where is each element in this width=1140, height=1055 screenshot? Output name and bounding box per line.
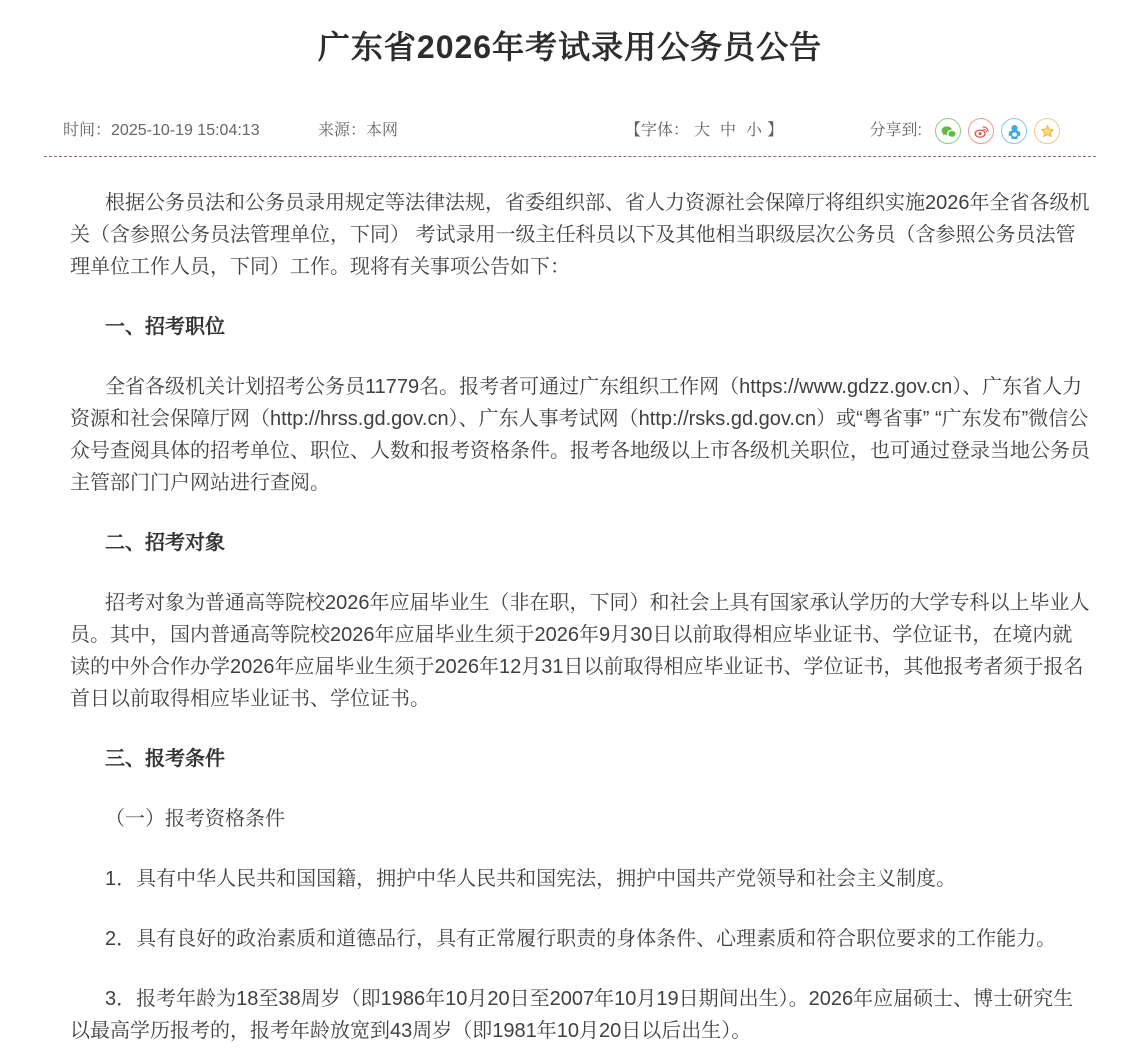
article-subheading: （一）报考资格条件: [105, 808, 285, 830]
share-label: 分享到:: [869, 122, 922, 139]
article-list-item-1: 1．具有中华人民共和国国籍，拥护中华人民共和国宪法，拥护中国共产党领导和社会主义制度。: [105, 868, 957, 890]
share-weibo-button[interactable]: [968, 118, 994, 144]
meta-bar: [0, 118, 1140, 144]
article-body: [0, 157, 1140, 1047]
font-size-small-button[interactable]: 小: [746, 122, 763, 139]
article-paragraph: 全省各级机关计划招考公务员11779名。报考者可通过广东组织工作网（https://www.gdzz.gov.cn）、广东省人力资源和社会保障厅网（http://hrss.gd.gov.cn）、广东人事考试网（http://rsks.gd.gov.cn）或“粤省事” “广东发布”微信公众号查阅具体的招考单位、职位、人数和报考资格条件。报考各地级以上市各级机关职位，也可通过登录当地公务员主管部门门户网站进行查阅。: [70, 376, 1090, 494]
section-heading-1: 一、招考职位: [105, 316, 225, 338]
font-control-suffix: 】: [767, 122, 784, 139]
publish-time: [63, 118, 260, 144]
share-bar: [870, 118, 1060, 144]
article-list-item-2: 2．具有良好的政治素质和道德品行，具有正常履行职责的身体条件、心理素质和符合职位要求的工作能力。: [105, 928, 1057, 950]
share-qzone-button[interactable]: [1034, 118, 1060, 144]
qzone-star-icon: [1039, 123, 1056, 140]
share-wechat-button[interactable]: [935, 118, 961, 144]
article-list-item-3: 3．报考年龄为18至38周岁（即1986年10月20日至2007年10月19日期间出生）。2026年应届硕士、博士研究生以最高学历报考的，报考年龄放宽到43周岁（即1981年10月20日以后出生）。: [70, 988, 1074, 1042]
article-paragraph: 根据公务员法和公务员录用规定等法律法规，省委组织部、省人力资源社会保障厅将组织实施2026年全省各级机关（含参照公务员法管理单位，下同） 考试录用一级主任科员以下及其他相当职级层次公务员（含参照公务员法管理单位工作人员，下同）工作。现将有关事项公告如下：: [70, 192, 1090, 278]
time-label: 时间：: [63, 122, 112, 139]
share-qq-button[interactable]: [1001, 118, 1027, 144]
font-control-prefix: 【字体：: [625, 122, 690, 139]
section-heading-2: 二、招考对象: [105, 532, 225, 554]
article-paragraph: 招考对象为普通高等院校2026年应届毕业生（非在职，下同）和社会上具有国家承认学历的大学专科以上毕业人员。其中，国内普通高等院校2026年应届毕业生须于2026年9月30日以前取得相应毕业证书、学位证书，在境内就读的中外合作办学2026年应届毕业生须于2026年12月31日以前取得相应毕业证书、学位证书，其他报考者须于报名首日以前取得相应毕业证书、学位证书。: [70, 592, 1090, 710]
source-value: 本网: [366, 122, 399, 139]
source: [318, 118, 398, 144]
time-value: 2025-10-19 15:04:13: [111, 122, 260, 139]
wechat-icon: [940, 123, 957, 140]
qq-icon: [1006, 123, 1023, 140]
section-heading-3: 三、报考条件: [105, 748, 225, 770]
font-size-control: [625, 118, 783, 144]
font-size-large-button[interactable]: 大: [694, 122, 711, 139]
weibo-icon: [973, 123, 990, 140]
font-size-medium-button[interactable]: 中: [720, 122, 737, 139]
source-label: 来源：: [318, 122, 367, 139]
page-title: 广东省2026年考试录用公务员公告: [317, 29, 823, 65]
